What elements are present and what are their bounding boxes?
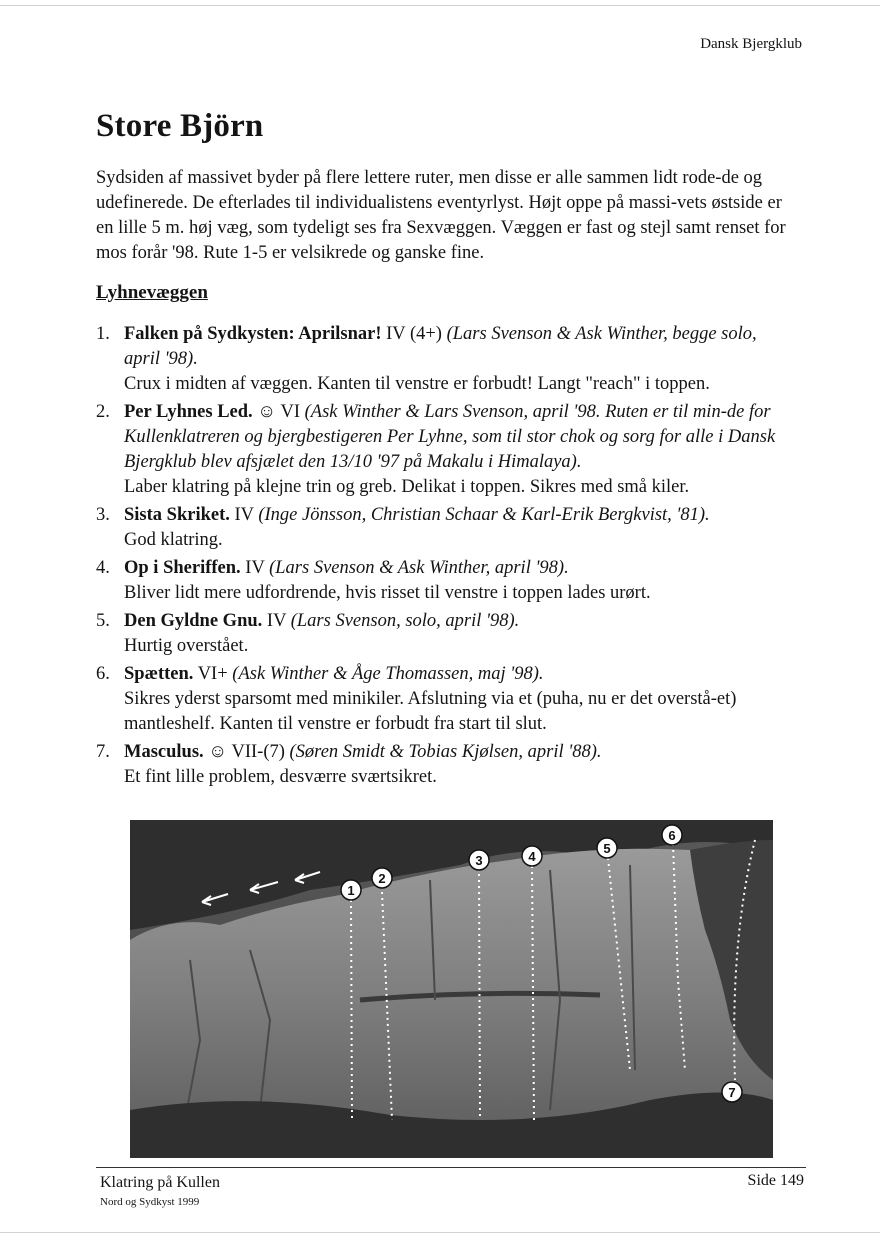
footer-title: Klatring på Kullen — [100, 1174, 220, 1191]
route-description: Sikres yderst sparsomt med minikiler. Afslutning via et (puha, nu er det overstå-et) mantleshelf. Kanten til venstre er forbudt fra start til slut. — [124, 689, 737, 734]
route-list — [96, 322, 796, 793]
footer-subtitle: Nord og Sydkyst 1999 — [100, 1196, 200, 1208]
route-credit: (Lars Svenson & Ask Winther, april '98). — [269, 558, 569, 578]
footer-rule — [96, 1167, 806, 1168]
route-item — [96, 740, 796, 790]
route-credit: (Inge Jönsson, Christian Schaar & Karl-Erik Bergkvist, '81). — [258, 505, 710, 525]
route-grade: IV — [234, 505, 254, 525]
route-grade: IV — [245, 558, 265, 578]
route-grade: ☺ VII-(7) — [208, 742, 285, 762]
route-description: Laber klatring på klejne trin og greb. Delikat i toppen. Sikres med små kiler. — [124, 477, 690, 497]
route-number: 3. — [96, 505, 110, 525]
route-marker-label: 7 — [728, 1085, 736, 1100]
route-grade: ☺ VI — [257, 402, 300, 422]
route-photo — [130, 820, 773, 1158]
route-description: Hurtig overstået. — [124, 636, 249, 656]
intro-paragraph: Sydsiden af massivet byder på flere lettere ruter, men disse er alle sammen lidt rode-de og udefinerede. De efterlades til individualistens eventyrlyst. Højt oppe på massi-vets østside er en lille 5 m. høj væg, som tydeligt ses fra Sexvæggen. Væggen er fast og stejl samt renset for mos forår '98. Rute 1-5 er velsikrede og ganske fine. — [96, 168, 786, 263]
route-name: Spætten. — [124, 664, 194, 684]
route-description: Crux i midten af væggen. Kanten til venstre er forbudt! Langt "reach" i toppen. — [124, 374, 710, 394]
bottom-rule — [0, 1232, 880, 1233]
route-credit: (Søren Smidt & Tobias Kjølsen, april '88). — [289, 742, 602, 762]
route-item — [96, 322, 796, 397]
route-marker-2 — [372, 868, 392, 888]
route-grade: IV — [266, 611, 287, 631]
route-name: Den Gyldne Gnu. — [124, 611, 263, 631]
route-marker-4 — [522, 846, 542, 866]
route-marker-label: 2 — [378, 871, 386, 886]
route-name: Per Lyhnes Led. — [124, 402, 253, 422]
route-credit: (Lars Svenson, solo, april '98). — [290, 611, 520, 631]
route-marker-3 — [469, 850, 489, 870]
route-marker-1 — [341, 880, 361, 900]
route-marker-6 — [662, 825, 682, 845]
page-title: Store Björn — [96, 108, 264, 144]
top-rule — [0, 5, 880, 6]
section-heading: Lyhnevæggen — [96, 282, 208, 303]
route-marker-label: 6 — [668, 828, 676, 843]
route-item — [96, 556, 796, 606]
route-item — [96, 400, 796, 500]
route-name: Op i Sheriffen. — [124, 558, 241, 578]
route-number: 5. — [96, 611, 110, 631]
route-description: Bliver lidt mere udfordrende, hvis risset til venstre i toppen lades urørt. — [124, 583, 651, 603]
route-number: 6. — [96, 664, 110, 684]
route-description: God klatring. — [124, 530, 223, 550]
route-number: 4. — [96, 558, 110, 578]
route-name: Masculus. — [124, 742, 204, 762]
route-item — [96, 503, 796, 553]
page-number: Side 149 — [747, 1172, 804, 1189]
route-marker-7 — [722, 1082, 742, 1102]
route-name: Sista Skriket. — [124, 505, 230, 525]
route-marker-label: 1 — [347, 883, 355, 898]
route-grade: IV (4+) — [386, 324, 442, 344]
route-item — [96, 609, 796, 659]
route-name: Falken på Sydkysten: Aprilsnar! — [124, 324, 382, 344]
route-number: 7. — [96, 742, 110, 762]
route-number: 2. — [96, 402, 110, 422]
route-marker-label: 3 — [475, 853, 483, 868]
route-credit: (Ask Winther & Åge Thomassen, maj '98). — [232, 664, 544, 684]
route-credit: (Lars Svenson & Ask Winther, begge solo, april '98). — [124, 324, 757, 369]
route-marker-5 — [597, 838, 617, 858]
route-marker-label: 5 — [603, 841, 611, 856]
route-credit: (Ask Winther & Lars Svenson, april '98. Ruten er til min-de for Kullenklatreren og bjergbestigeren Per Lyhne, som til stor chok og sorg for alle i Dansk Bjergklub blev afsjælet den 13/10 '97 på Makalu i Himalaya). — [124, 402, 776, 472]
route-number: 1. — [96, 324, 110, 344]
route-grade: VI+ — [197, 664, 228, 684]
route-item — [96, 662, 796, 737]
page-header: Dansk Bjergklub — [700, 36, 802, 52]
route-photo-svg — [130, 820, 773, 1158]
route-description: Et fint lille problem, desværre sværtsikret. — [124, 767, 437, 787]
route-marker-label: 4 — [528, 849, 536, 864]
